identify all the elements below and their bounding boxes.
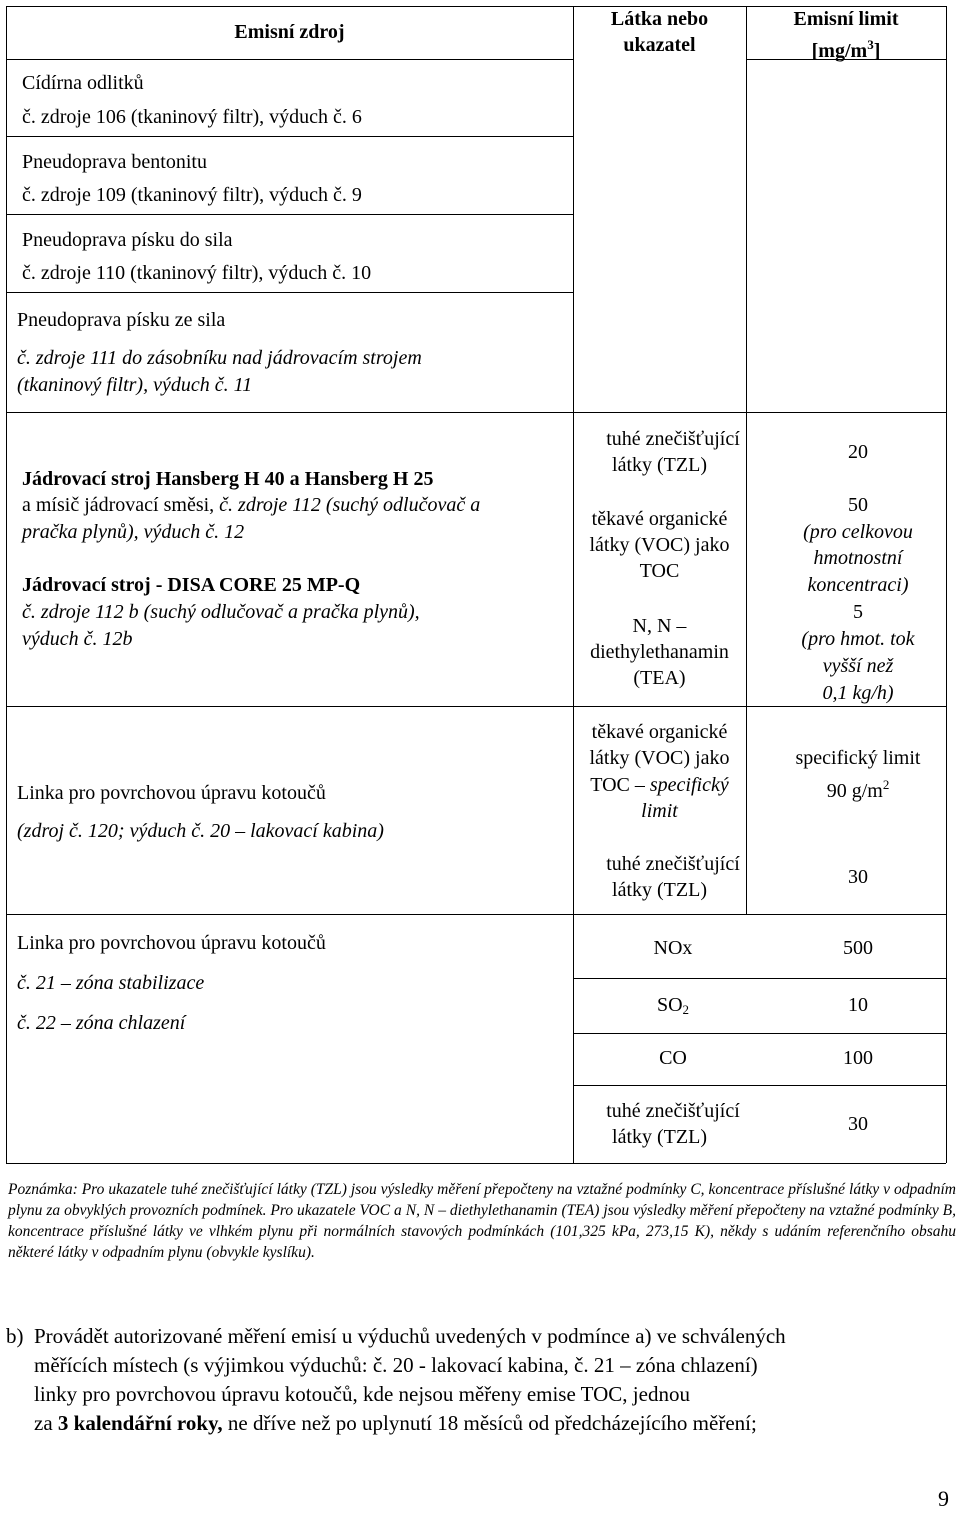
limit-note: koncentraci) bbox=[807, 574, 909, 596]
substance-cell: limit bbox=[641, 800, 678, 822]
limit-cell: 50 bbox=[848, 494, 868, 516]
limit-cell: 10 bbox=[848, 994, 868, 1016]
header-substance: ukazatel bbox=[623, 34, 696, 56]
limit-cell: 30 bbox=[848, 1113, 868, 1135]
table-border bbox=[6, 6, 7, 1163]
substance-cell: $SO_2$ bbox=[656, 994, 690, 1017]
table-border bbox=[573, 978, 946, 979]
substance-cell: látky (TZL) bbox=[612, 1126, 707, 1148]
item-text: měřících místech (s výjimkou výduchů: č. 20 - lakovací kabina, č. 21 – zóna chlazení) bbox=[34, 1353, 758, 1377]
limit-cell: 90 $g/m^2$ bbox=[826, 777, 890, 802]
source-detail: č. zdroje 111 do zásobníku nad jádrovacím strojem bbox=[17, 347, 422, 369]
item-label: b) bbox=[6, 1324, 24, 1348]
limit-note: (pro celkovou bbox=[803, 521, 913, 543]
substance-cell: těkavé organické bbox=[591, 508, 728, 530]
table-border bbox=[6, 214, 573, 215]
table-border bbox=[6, 292, 573, 293]
item-text: za 3 kalendářní roky, ne dříve než po uplynutí 18 měsíců od předcházejícího měření; bbox=[34, 1411, 757, 1435]
core-machine-detail: a mísič jádrovací směsi, č. zdroje 112 (suchý odlučovač a bbox=[22, 494, 481, 516]
substance-cell: tuhé znečišťující bbox=[606, 853, 740, 875]
limit-note: (pro hmot. tok bbox=[801, 628, 915, 650]
table-border bbox=[6, 1163, 946, 1164]
substance-cell: diethylethanamin bbox=[590, 641, 729, 663]
source-detail: č. zdroje 106 (tkaninový filtr), výduch č. 6 bbox=[22, 106, 362, 128]
source-detail: (tkaninový filtr), výduch č. 11 bbox=[17, 374, 253, 396]
substance-cell: NOx bbox=[653, 937, 693, 959]
source-detail: č. zdroje 109 (tkaninový filtr), výduch č. 9 bbox=[22, 184, 362, 206]
limit-cell: 5 bbox=[853, 601, 863, 623]
substance-cell: látky (TZL) bbox=[612, 454, 707, 476]
zone-item: č. 22 – zóna chlazení bbox=[17, 1012, 186, 1034]
table-border bbox=[746, 6, 747, 914]
core-machine-detail: pračka plynů), výduch č. 12 bbox=[22, 521, 245, 543]
core-machine-title: Jádrovací stroj - DISA CORE 25 MP-Q bbox=[22, 574, 361, 596]
source-title: Pneudoprava písku do sila bbox=[22, 229, 233, 251]
limit-note: hmotnostní bbox=[813, 547, 903, 569]
zone-item: č. 21 – zóna stabilizace bbox=[17, 972, 205, 994]
source-title: Cídírna odlitků bbox=[22, 72, 144, 94]
limit-note: vyšší než bbox=[822, 655, 894, 677]
core-machine-title: Jádrovací stroj Hansberg H 40 a Hansberg H 25 bbox=[22, 468, 434, 490]
header-emission-limit: Emisní limit bbox=[793, 8, 899, 30]
table-border bbox=[573, 1085, 946, 1086]
table-border bbox=[6, 59, 573, 60]
table-border bbox=[573, 6, 574, 1163]
substance-cell: (TEA) bbox=[633, 667, 686, 689]
source-detail: č. zdroje 110 (tkaninový filtr), výduch č. 10 bbox=[22, 262, 372, 284]
source-title: Pneudoprava písku ze sila bbox=[17, 309, 226, 331]
limit-cell: 20 bbox=[848, 441, 868, 463]
limit-note: 0,1 kg/h) bbox=[822, 682, 894, 704]
coating-line-detail: (zdroj č. 120; výduch č. 20 – lakovací kabina) bbox=[17, 820, 384, 842]
coating-line-title: Linka pro povrchovou úpravu kotoučů bbox=[17, 782, 326, 804]
core-machine-detail: č. zdroje 112 b (suchý odlučovač a pračka plynů), bbox=[22, 601, 420, 623]
table-border bbox=[6, 136, 573, 137]
substance-cell: tuhé znečišťující bbox=[606, 1100, 740, 1122]
condition-item-b bbox=[6, 1322, 954, 1438]
table-border bbox=[573, 1033, 946, 1034]
item-text: Provádět autorizované měření emisí u výduchů uvedených v podmínce a) ve schválených bbox=[34, 1324, 786, 1348]
core-machine-detail: výduch č. 12b bbox=[22, 628, 133, 650]
page-number: 9 bbox=[938, 1486, 949, 1511]
substance-cell: látky (VOC) jako bbox=[589, 534, 730, 556]
item-text: linky pro povrchovou úpravu kotoučů, kde nejsou měřeny emise TOC, jednou bbox=[34, 1382, 690, 1406]
substance-cell: N, N – bbox=[632, 615, 687, 637]
table-border bbox=[6, 914, 946, 915]
substance-cell: tuhé znečišťující bbox=[606, 428, 740, 450]
substance-cell: TOC – specifický bbox=[590, 774, 729, 796]
limit-cell: 500 bbox=[843, 937, 873, 959]
source-title: Pneudoprava bentonitu bbox=[22, 151, 207, 173]
substance-cell: CO bbox=[659, 1047, 687, 1069]
header-emission-source: Emisní zdroj bbox=[234, 21, 345, 43]
substance-cell: TOC bbox=[639, 560, 680, 582]
table-border bbox=[6, 706, 946, 707]
limit-cell: 100 bbox=[843, 1047, 873, 1069]
table-note: Poznámka: Pro ukazatele tuhé znečišťující látky (TZL) jsou výsledky měření přepočteny na vztažné podmínky C, koncentrace příslušné látky v odpadním plynu za obvyklých provozních podmínek. Pro ukazatele VOC a N, N – diethylethanamin (TEA) jsou výsledky měření přepočteny na vztažné podmínky B, koncentrace příslušné látky ve vlhkém plynu při normálních stavových podmínkách (101,325 kPa, 273,15 K), někdy s udáním referenčního obsahu některé látky v odpadním plynu (obvykle kyslíku). bbox=[8, 1181, 956, 1261]
limit-cell: specifický limit bbox=[795, 747, 921, 769]
substance-cell: látky (VOC) jako bbox=[589, 747, 730, 769]
substance-cell: látky (TZL) bbox=[612, 879, 707, 901]
substance-cell: těkavé organické bbox=[591, 721, 728, 743]
table-border bbox=[6, 412, 946, 413]
header-substance: Látka nebo bbox=[610, 8, 709, 30]
line-title: Linka pro povrchovou úpravu kotoučů bbox=[17, 932, 326, 954]
limit-cell: 30 bbox=[848, 866, 868, 888]
header-emission-limit-unit: $[mg/m^3]$ bbox=[811, 37, 881, 62]
